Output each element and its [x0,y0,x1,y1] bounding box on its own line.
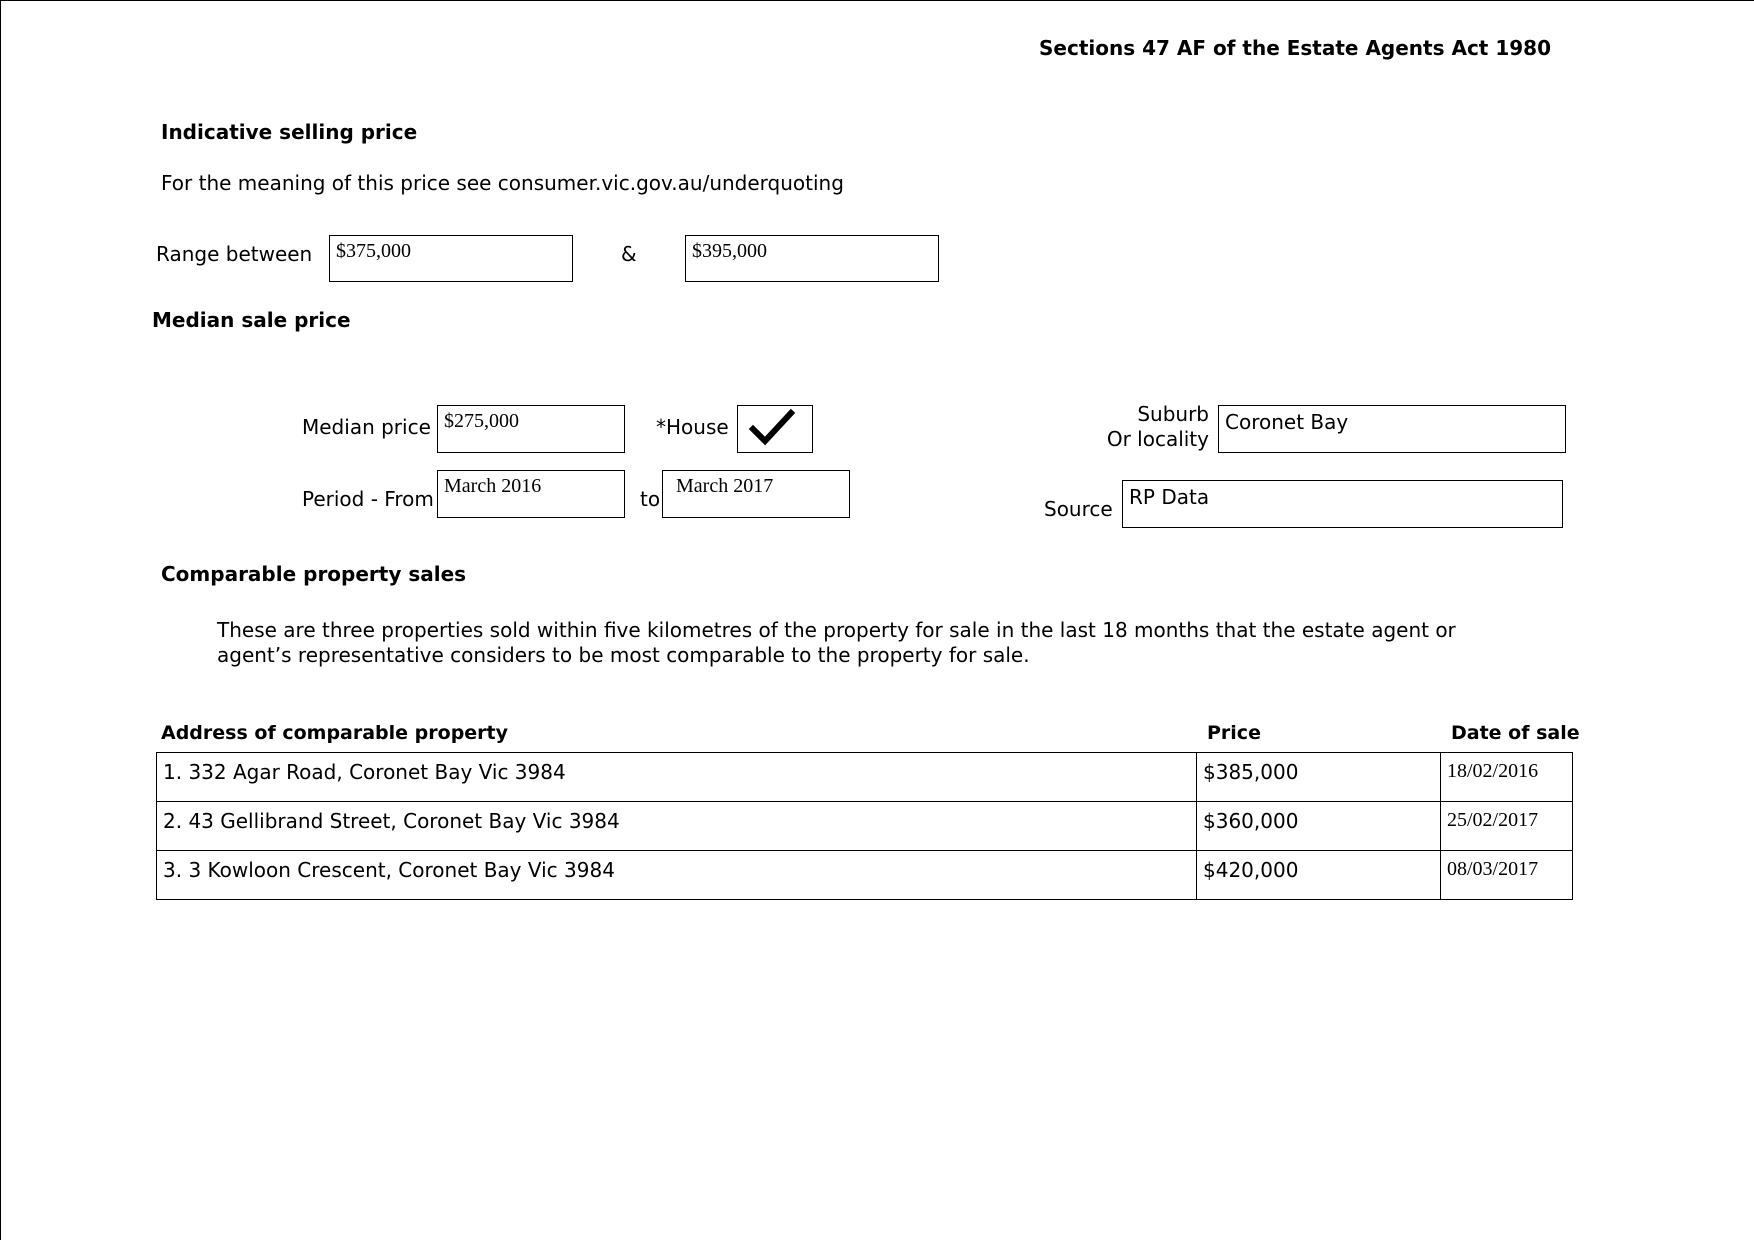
range-low-field[interactable]: $375,000 [329,235,573,282]
act-title: Sections 47 AF of the Estate Agents Act 1980 [1039,36,1551,60]
period-to-field[interactable]: March 2017 [662,470,850,518]
suburb-label-line1: Suburb [1137,402,1209,426]
date-cell: 18/02/2016 [1441,753,1573,802]
house-checkbox[interactable] [737,405,813,453]
source-label: Source [1044,497,1113,521]
checkmark-icon [738,406,811,451]
column-header-address: Address of comparable property [161,722,509,744]
range-label: Range between [156,242,313,266]
period-to-label: to [640,487,661,511]
period-from-label: Period - From [302,487,434,511]
table-row [157,753,1573,802]
table-row [157,802,1573,851]
date-cell: 25/02/2017 [1441,802,1573,851]
date-cell: 08/03/2017 [1441,851,1573,900]
address-cell: 1. 332 Agar Road, Coronet Bay Vic 3984 [157,753,1197,802]
price-cell: $420,000 [1197,851,1441,900]
comparable-description-line1: These are three properties sold within five kilometres of the property for sale in the last 18 months that the estate agent or [217,618,1456,642]
median-price-field[interactable]: $275,000 [437,405,625,453]
median-heading: Median sale price [152,308,351,332]
suburb-label-line2: Or locality [1106,427,1209,451]
column-header-date: Date of sale [1451,722,1580,744]
indicative-note: For the meaning of this price see consumer.vic.gov.au/underquoting [161,171,844,195]
range-separator: & [621,242,637,266]
price-cell: $385,000 [1197,753,1441,802]
comparable-sales-table [156,752,1573,900]
comparable-description-line2: agent’s representative considers to be most comparable to the property for sale. [217,643,1030,667]
price-cell: $360,000 [1197,802,1441,851]
median-price-label: Median price [302,415,431,439]
range-high-field[interactable]: $395,000 [685,235,939,282]
address-cell: 2. 43 Gellibrand Street, Coronet Bay Vic 3984 [157,802,1197,851]
comparable-heading: Comparable property sales [161,562,467,586]
source-field[interactable]: RP Data [1122,480,1563,528]
indicative-heading: Indicative selling price [161,120,418,144]
house-label: *House [656,415,729,439]
period-from-field[interactable]: March 2016 [437,470,625,518]
column-header-price: Price [1207,722,1261,744]
table-row [157,851,1573,900]
address-cell: 3. 3 Kowloon Crescent, Coronet Bay Vic 3984 [157,851,1197,900]
suburb-field[interactable]: Coronet Bay [1218,405,1566,453]
